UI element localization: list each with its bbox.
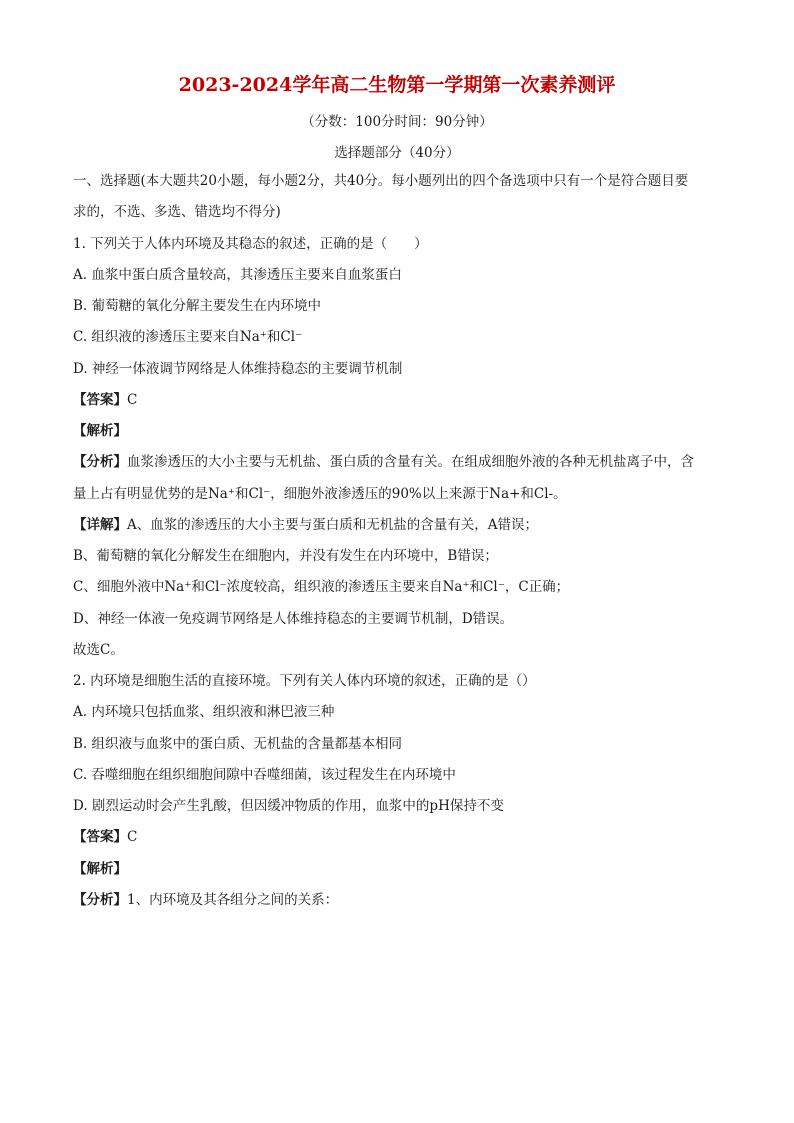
analysis-tag: 【解析】 (73, 423, 127, 439)
q2-stem: 2. 内环境是细胞生活的直接环境。下列有关人体内环境的叙述，正确的是（） (73, 673, 536, 689)
q1-option-a: A. 血浆中蛋白质含量较高，其渗透压主要来自血浆蛋白 (73, 267, 402, 283)
q2-fenxi-line-1 (73, 891, 733, 909)
score-time-info: （分数：100分时间：90分钟） (301, 114, 493, 130)
q1-option-d: D. 神经一体液调节网络是人体维持稳态的主要调节机制 (73, 361, 403, 377)
fenxi-text: 1、内环境及其各组分之间的关系： (127, 892, 339, 908)
answer-value: C (127, 829, 138, 845)
q1-fenxi-line-1 (73, 453, 733, 471)
q1-analysis-tag (73, 422, 733, 440)
q2-option-b: B. 组织液与血浆中的蛋白质、无机盐的含量都基本相同 (73, 736, 403, 752)
fenxi-tag: 【分析】 (73, 892, 127, 908)
q1-xiangjie-b: B、葡萄糖的氧化分解发生在细胞内，并没有发生在内环境中，B错误； (73, 548, 498, 564)
q1-fenxi-line-2: 量上占有明显优势的是Na⁺和Cl⁻，细胞外液渗透压的90%以上来源于Na+和Cl-。 (73, 486, 567, 502)
q1-conclusion: 故选C。 (73, 642, 124, 658)
q2-answer (73, 828, 733, 846)
analysis-tag: 【解析】 (73, 861, 127, 877)
q1-xiangjie-a (73, 516, 733, 534)
answer-value: C (127, 392, 138, 408)
q2-option-c: C. 吞噬细胞在组织细胞间隙中吞噬细菌，该过程发生在内环境中 (73, 767, 456, 783)
q1-xiangjie-c: C、细胞外液中Na⁺和Cl⁻浓度较高，组织液的渗透压主要来自Na⁺和Cl⁻，C正确； (73, 579, 570, 595)
instructions-line-1: 一、选择题(本大题共20小题，每小题2分，共40分。每小题列出的四个备选项中只有一个是符合题目要 (73, 173, 689, 189)
xiangjie-tag: 【详解】 (73, 517, 127, 533)
instructions-line-2: 求的，不选、多选、错选均不得分) (73, 204, 281, 220)
q2-option-d: D. 剧烈运动时会产生乳酸，但因缓冲物质的作用，血浆中的pH保持不变 (73, 798, 504, 814)
xiangjie-text: A、血浆的渗透压的大小主要与蛋白质和无机盐的含量有关，A错误； (127, 517, 538, 533)
q1-option-b: B. 葡萄糖的氧化分解主要发生在内环境中 (73, 298, 322, 314)
fenxi-tag: 【分析】 (73, 454, 127, 470)
q2-option-a: A. 内环境只包括血浆、组织液和淋巴液三种 (73, 704, 335, 720)
page-title: 2023-2024学年高二生物第一学期第一次素养测评 (178, 74, 616, 96)
q1-xiangjie-d: D、神经一体液一免疫调节网络是人体维持稳态的主要调节机制，D错误。 (73, 611, 514, 627)
answer-tag: 【答案】 (73, 392, 127, 408)
q2-analysis-tag (73, 860, 733, 878)
q1-option-c: C. 组织液的渗透压主要来自Na⁺和Cl⁻ (73, 329, 303, 345)
q1-stem: 1. 下列关于人体内环境及其稳态的叙述，正确的是（ ） (73, 236, 428, 252)
fenxi-text: 血浆渗透压的大小主要与无机盐、蛋白质的含量有关。在组成细胞外液的各种无机盐离子中，含 (127, 454, 694, 470)
section-heading: 选择题部分（40分） (334, 145, 460, 161)
q1-answer (73, 391, 733, 409)
answer-tag: 【答案】 (73, 829, 127, 845)
